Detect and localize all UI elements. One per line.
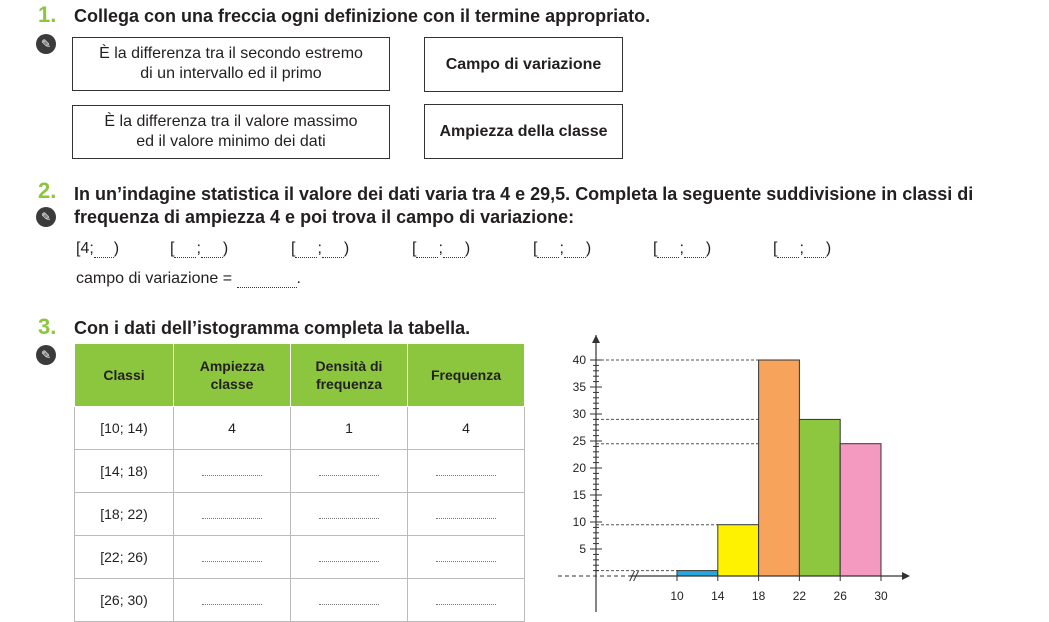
x-tick-label: 22: [792, 589, 807, 603]
x-tick-label: 26: [833, 589, 847, 603]
x-tick-label: 18: [751, 589, 766, 603]
x-tick-label: 10: [670, 589, 684, 603]
histogram-bar: [799, 419, 840, 576]
header-densita: [291, 344, 408, 407]
pencil-badge-icon: ✎: [36, 345, 56, 365]
header-densita-label: Densità di frequenza: [315, 358, 383, 392]
campo-answer-field[interactable]: [237, 273, 297, 288]
histogram-bar: [718, 525, 759, 576]
x-tick-label: 30: [874, 589, 888, 603]
interval-blank-7[interactable]: [773, 240, 831, 258]
y-tick-label: 35: [572, 380, 586, 394]
header-ampiezza-label: Ampiezza classe: [199, 358, 265, 392]
interval-blank-5[interactable]: [533, 240, 591, 258]
histogram-bar: [677, 571, 718, 576]
y-tick-label: 20: [572, 461, 586, 475]
histogram-bar: [759, 360, 800, 576]
y-axis-arrow-icon: [592, 335, 600, 343]
definition-box-2: [72, 105, 390, 159]
cell-classe: [26; 30): [75, 579, 174, 622]
cell-frequenza-blank[interactable]: [408, 579, 525, 622]
term-box-1: [424, 37, 623, 92]
table-row: [75, 407, 525, 450]
y-tick-label: 40: [572, 353, 586, 367]
interval-blank-3[interactable]: [291, 240, 349, 258]
cell-densita-blank[interactable]: [291, 579, 408, 622]
cell-ampiezza: 4: [174, 407, 291, 450]
table-row: [75, 536, 525, 579]
cell-classe: [14; 18): [75, 450, 174, 493]
definition-box-1: [72, 37, 390, 91]
question-1-number: 1.: [38, 2, 57, 27]
interval-separator: ;: [559, 240, 564, 257]
interval-open: [: [653, 240, 658, 257]
cell-frequenza-blank[interactable]: [408, 536, 525, 579]
interval-blank-6[interactable]: [653, 240, 711, 258]
interval-close: ): [343, 240, 350, 257]
axis-break-mark: //: [630, 568, 638, 584]
campo-end: .: [296, 270, 301, 287]
table-row: [75, 450, 525, 493]
interval-separator: ;: [438, 240, 443, 257]
x-axis-arrow-icon: [902, 572, 910, 580]
table-row: [75, 493, 525, 536]
histogram-bar: [840, 444, 881, 576]
question-1-text: Collega con una freccia ogni definizione con il termine appropriato.: [74, 6, 651, 26]
pencil-badge-icon: ✎: [36, 207, 56, 227]
term-1-label: Campo di variazione: [445, 55, 602, 73]
interval-close: ): [113, 240, 120, 257]
cell-ampiezza-blank[interactable]: [174, 579, 291, 622]
cell-densita-blank[interactable]: [291, 493, 408, 536]
interval-separator: ;: [679, 240, 684, 257]
interval-open: [: [773, 240, 778, 257]
cell-frequenza-blank[interactable]: [408, 493, 525, 536]
cell-classe: [22; 26): [75, 536, 174, 579]
y-tick-label: 15: [572, 488, 586, 502]
table-row: [75, 579, 525, 622]
cell-classe: [18; 22): [75, 493, 174, 536]
interval-close: ): [585, 240, 592, 257]
interval-open: [4;: [76, 240, 94, 257]
interval-open: [: [170, 240, 175, 257]
y-tick-label: 5: [579, 542, 586, 556]
cell-densita: 1: [291, 407, 408, 450]
histogram-chart: [550, 325, 920, 613]
frequency-table: [74, 343, 525, 622]
cell-classe: [10; 14): [75, 407, 174, 450]
campo-variazione-line: [76, 270, 301, 288]
pencil-badge-icon: ✎: [36, 34, 56, 54]
y-tick-label: 25: [572, 434, 586, 448]
term-box-2: [424, 104, 623, 159]
term-2-label: Ampiezza della classe: [439, 122, 608, 140]
interval-open: [: [291, 240, 296, 257]
interval-open: [: [533, 240, 538, 257]
definition-2-line-1: È la differenza tra il valore massimo: [104, 113, 358, 130]
question-2-line-1: In un’indagine statistica il valore dei dati varia tra 4 e 29,5. Completa la seguente suddivisione in classi di: [74, 184, 974, 204]
question-3-number: 3.: [38, 314, 57, 339]
cell-ampiezza-blank[interactable]: [174, 493, 291, 536]
header-ampiezza: [174, 344, 291, 407]
interval-close: ): [705, 240, 712, 257]
interval-open: [: [412, 240, 417, 257]
definition-1-line-1: È la differenza tra il secondo estremo: [99, 45, 363, 62]
table-header-row: [75, 344, 525, 407]
cell-ampiezza-blank[interactable]: [174, 450, 291, 493]
definition-2-line-2: ed il valore minimo dei dati: [136, 133, 326, 150]
y-tick-label: 10: [572, 515, 586, 529]
question-3-text: Con i dati dell’istogramma completa la tabella.: [74, 318, 471, 338]
cell-frequenza: 4: [408, 407, 525, 450]
cell-frequenza-blank[interactable]: [408, 450, 525, 493]
cell-ampiezza-blank[interactable]: [174, 536, 291, 579]
interval-blank-1[interactable]: [76, 240, 119, 258]
interval-separator: ;: [196, 240, 201, 257]
interval-separator: ;: [317, 240, 322, 257]
question-2-line-2: frequenza di ampiezza 4 e poi trova il campo di variazione:: [74, 207, 575, 227]
interval-close: ): [222, 240, 229, 257]
x-tick-label: 14: [711, 589, 725, 603]
header-classi: Classi: [75, 344, 174, 407]
interval-close: ): [825, 240, 832, 257]
question-2-number: 2.: [38, 178, 57, 203]
cell-densita-blank[interactable]: [291, 450, 408, 493]
interval-blank-2[interactable]: [170, 240, 228, 258]
interval-close: ): [464, 240, 471, 257]
interval-blank-4[interactable]: [412, 240, 470, 258]
definition-1-line-2: di un intervallo ed il primo: [140, 65, 322, 82]
header-frequenza: Frequenza: [408, 344, 525, 407]
cell-densita-blank[interactable]: [291, 536, 408, 579]
campo-label: campo di variazione =: [76, 270, 233, 287]
y-tick-label: 30: [572, 407, 586, 421]
interval-separator: ;: [799, 240, 804, 257]
